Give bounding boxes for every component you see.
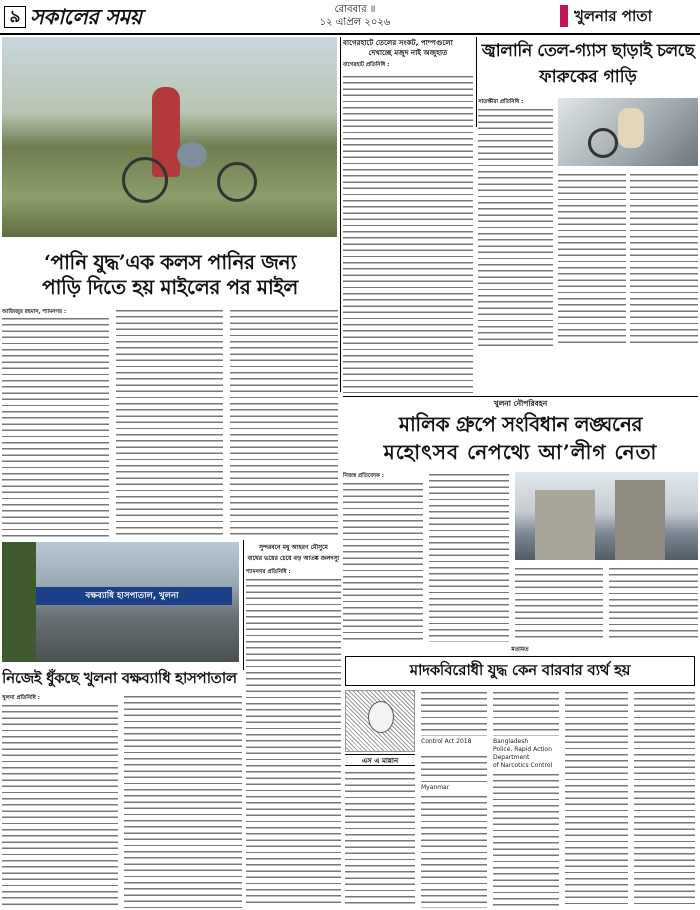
photo-building	[615, 480, 665, 560]
hospital-column-1	[2, 703, 118, 908]
opinion-label: মতামত	[511, 646, 529, 653]
opinion-snippet	[421, 784, 487, 792]
fuel-headline-line2: ফারুকের গাড়ি	[539, 67, 637, 87]
hospital-sign-text: বক্ষব্যাধি হাসপাতাল, খুলনা	[85, 591, 179, 601]
opinion-snippet-3: Bangladesh	[493, 738, 529, 745]
opinion-column-3b	[493, 772, 559, 908]
author-face	[368, 701, 394, 733]
opinion-author: এস এ মান্নান	[345, 754, 415, 766]
water-column-1	[2, 316, 109, 538]
opinion-column-5	[634, 690, 695, 908]
hospital-body	[2, 694, 242, 908]
water-column-2	[116, 308, 223, 538]
photo-water-pot	[177, 142, 207, 168]
water-headline	[2, 250, 338, 302]
water-byline: আজিজুর রহমান, শ্যামনগর :	[2, 309, 67, 315]
fuel-photo	[558, 98, 698, 166]
hospital-column-2	[124, 694, 242, 908]
opinion-body	[345, 690, 695, 908]
opinion-snippet	[493, 754, 559, 762]
photo-cart-wheel-icon	[122, 157, 168, 203]
column-divider	[340, 37, 341, 392]
hospital-headline: নিজেই ধুঁকছে খুলনা বক্ষব্যাধি হাসপাতাল	[2, 669, 237, 687]
opinion-snippet-4: Police, Rapid Action	[493, 746, 552, 753]
photo-tree	[2, 542, 36, 662]
hospital-photo	[2, 542, 239, 662]
opinion-snippet-2: Myanmar	[421, 784, 450, 791]
opinion-snippet-5: Department	[493, 754, 530, 761]
opinion-column-2c	[421, 794, 487, 908]
opinion-snippet-6: of Narcotics Control	[493, 762, 553, 769]
honey-headline-line1: সুন্দরবনে মধু আহরণ মৌসুমে	[259, 544, 328, 551]
bagerhat-story	[343, 38, 473, 393]
malik-kicker: খুলনা নৌপরিবহন	[493, 399, 548, 408]
honey-headline	[246, 542, 341, 566]
malik-top-rule	[343, 396, 698, 397]
water-headline-line1: ‘পানি যুদ্ধ’এক কলস পানির জন্য	[44, 250, 296, 274]
bagerhat-column	[343, 74, 473, 393]
bagerhat-headline-line1: বাগেরহাটে তেলের সংকট, পাম্পগুলো	[343, 38, 453, 47]
malik-headline-line1: মালিক গ্রুপে সংবিধান লঙ্ঘনের	[398, 412, 643, 436]
water-photo	[2, 37, 337, 237]
opinion-author-sketch	[345, 690, 415, 752]
opinion-headline-box	[345, 656, 695, 686]
opinion-snippet	[493, 762, 559, 770]
opinion-column-4	[565, 690, 628, 908]
column-divider	[243, 540, 244, 670]
fuel-byline: সাতক্ষীরা প্রতিনিধি :	[478, 99, 524, 105]
masthead-rule	[0, 33, 700, 35]
opinion-column-2	[421, 690, 487, 736]
fuel-headline	[478, 38, 698, 94]
honey-headline-line2: বাঘের ভয়ের চেয়ে বড় আতঙ্ক জলদস্যু	[247, 555, 340, 562]
photo-building	[535, 490, 595, 560]
water-column-3	[230, 308, 338, 538]
malik-body	[343, 472, 698, 642]
masthead	[0, 0, 700, 34]
hospital-byline: খুলনা প্রতিনিধি :	[2, 695, 40, 701]
date-label: ১২ এপ্রিল ২০২৬	[319, 17, 391, 28]
opinion-snippet-1: Control Act 2018	[421, 738, 472, 745]
opinion-snippet	[493, 738, 559, 746]
water-body	[2, 308, 338, 538]
photo-driver	[618, 108, 644, 148]
opinion-snippet	[493, 746, 559, 754]
opinion-column-3	[493, 690, 559, 736]
page-number: ৯	[9, 7, 21, 27]
malik-byline: নিজস্ব প্রতিবেদক :	[343, 473, 384, 479]
malik-headline-line2: মহোৎসব নেপথ্যে আ’লীগ নেতা	[383, 440, 658, 464]
opinion-column-1	[345, 770, 415, 908]
malik-column-3	[515, 566, 603, 642]
section-title: খুলনার পাতা	[574, 7, 652, 25]
fuel-column-3	[630, 172, 698, 347]
malik-column-4	[609, 566, 698, 642]
bagerhat-byline: বাগেরহাট প্রতিনিধি :	[343, 62, 390, 68]
section-marker	[560, 5, 568, 27]
opinion-column-2b	[421, 754, 487, 782]
bagerhat-headline-line2: দেখাচ্ছে মজুদ নাই অজুহাত	[368, 48, 448, 57]
opinion-headline: মাদকবিরোধী যুদ্ধ কেন বারবার ব্যর্থ হয়	[409, 661, 631, 679]
fuel-column-1	[478, 107, 553, 347]
paper-name: সকালের সময়	[30, 4, 142, 29]
photo-cart-wheel-icon	[217, 162, 257, 202]
malik-photo	[515, 472, 698, 560]
water-headline-line2: পাড়ি দিতে হয় মাইলের পর মাইল	[42, 275, 298, 299]
honey-byline: শ্যামনগর প্রতিনিধি :	[246, 569, 291, 575]
malik-headline	[343, 410, 698, 468]
day-label: রোববার ॥	[334, 4, 376, 15]
malik-column-1	[343, 481, 423, 642]
column-divider	[476, 37, 477, 127]
fuel-headline-line1: জ্বালানি তেল-গ্যাস ছাড়াই চলছে	[481, 41, 695, 61]
fuel-body	[478, 98, 698, 348]
page-number-box	[4, 6, 26, 28]
opinion-snippet	[421, 738, 487, 752]
photo-steering-wheel-icon	[588, 128, 618, 158]
fuel-column-2	[558, 172, 626, 347]
honey-column	[246, 577, 341, 907]
malik-column-2	[429, 472, 509, 642]
hospital-sign	[32, 587, 232, 605]
